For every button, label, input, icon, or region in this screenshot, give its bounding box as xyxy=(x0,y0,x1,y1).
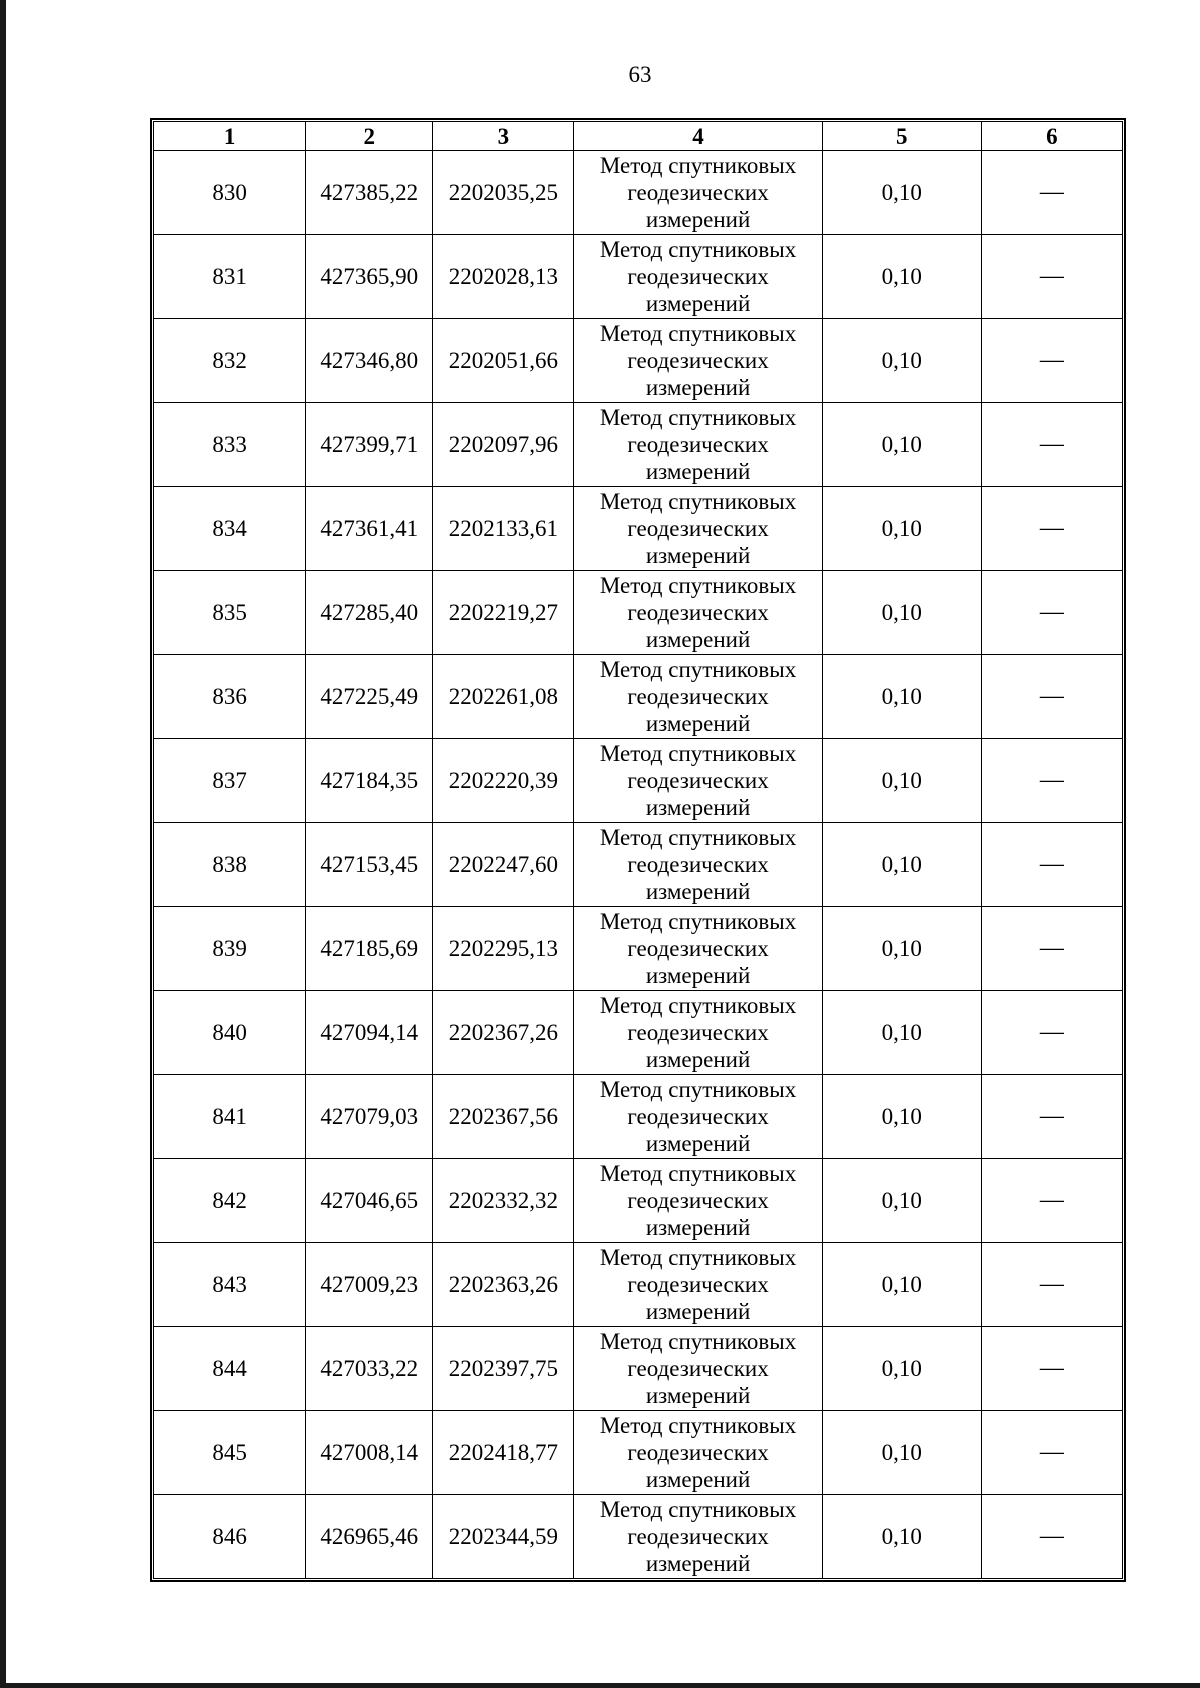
y-coordinate-cell: 2202295,13 xyxy=(433,907,574,991)
x-coordinate-cell: 427094,14 xyxy=(306,991,433,1075)
method-cell: Метод спутниковых геодезических измерений xyxy=(574,235,822,319)
note-cell: — xyxy=(981,235,1122,319)
table-row xyxy=(154,1243,1123,1327)
point-number-cell: 846 xyxy=(154,1495,306,1579)
note-cell: — xyxy=(981,1495,1122,1579)
table-row xyxy=(154,1159,1123,1243)
point-number-cell: 841 xyxy=(154,1075,306,1159)
note-cell: — xyxy=(981,739,1122,823)
table-row xyxy=(154,655,1123,739)
method-cell: Метод спутниковых геодезических измерений xyxy=(574,403,822,487)
x-coordinate-cell: 427153,45 xyxy=(306,823,433,907)
method-cell: Метод спутниковых геодезических измерений xyxy=(574,1495,822,1579)
table-row xyxy=(154,907,1123,991)
method-cell: Метод спутниковых геодезических измерений xyxy=(574,1159,822,1243)
method-cell: Метод спутниковых геодезических измерений xyxy=(574,487,822,571)
y-coordinate-cell: 2202363,26 xyxy=(433,1243,574,1327)
table-row xyxy=(154,1075,1123,1159)
x-coordinate-cell: 427185,69 xyxy=(306,907,433,991)
point-number-cell: 844 xyxy=(154,1327,306,1411)
column-header-1: 1 xyxy=(154,122,306,151)
note-cell: — xyxy=(981,991,1122,1075)
table-header-row xyxy=(154,122,1123,151)
point-number-cell: 830 xyxy=(154,151,306,235)
coordinates-table-frame xyxy=(150,118,1126,1582)
table-row xyxy=(154,739,1123,823)
y-coordinate-cell: 2202344,59 xyxy=(433,1495,574,1579)
method-cell: Метод спутниковых геодезических измерений xyxy=(574,571,822,655)
table-row xyxy=(154,403,1123,487)
x-coordinate-cell: 427225,49 xyxy=(306,655,433,739)
point-number-cell: 840 xyxy=(154,991,306,1075)
point-number-cell: 834 xyxy=(154,487,306,571)
y-coordinate-cell: 2202035,25 xyxy=(433,151,574,235)
y-coordinate-cell: 2202418,77 xyxy=(433,1411,574,1495)
table-row xyxy=(154,571,1123,655)
accuracy-cell: 0,10 xyxy=(822,487,981,571)
x-coordinate-cell: 427399,71 xyxy=(306,403,433,487)
x-coordinate-cell: 427285,40 xyxy=(306,571,433,655)
note-cell: — xyxy=(981,319,1122,403)
y-coordinate-cell: 2202028,13 xyxy=(433,235,574,319)
scan-edge-bottom xyxy=(0,1683,1200,1688)
accuracy-cell: 0,10 xyxy=(822,991,981,1075)
method-cell: Метод спутниковых геодезических измерений xyxy=(574,655,822,739)
column-header-2: 2 xyxy=(306,122,433,151)
y-coordinate-cell: 2202247,60 xyxy=(433,823,574,907)
y-coordinate-cell: 2202332,32 xyxy=(433,1159,574,1243)
page-number: 63 xyxy=(628,62,652,87)
column-header-6: 6 xyxy=(981,122,1122,151)
method-cell: Метод спутниковых геодезических измерений xyxy=(574,1411,822,1495)
method-cell: Метод спутниковых геодезических измерений xyxy=(574,1075,822,1159)
point-number-cell: 843 xyxy=(154,1243,306,1327)
y-coordinate-cell: 2202051,66 xyxy=(433,319,574,403)
accuracy-cell: 0,10 xyxy=(822,655,981,739)
accuracy-cell: 0,10 xyxy=(822,235,981,319)
accuracy-cell: 0,10 xyxy=(822,1327,981,1411)
point-number-cell: 839 xyxy=(154,907,306,991)
coordinates-table xyxy=(153,121,1123,1579)
accuracy-cell: 0,10 xyxy=(822,1243,981,1327)
accuracy-cell: 0,10 xyxy=(822,1075,981,1159)
table-body xyxy=(154,151,1123,1579)
accuracy-cell: 0,10 xyxy=(822,1495,981,1579)
x-coordinate-cell: 427365,90 xyxy=(306,235,433,319)
accuracy-cell: 0,10 xyxy=(822,571,981,655)
accuracy-cell: 0,10 xyxy=(822,739,981,823)
table-row xyxy=(154,1327,1123,1411)
note-cell: — xyxy=(981,1327,1122,1411)
note-cell: — xyxy=(981,655,1122,739)
x-coordinate-cell: 427008,14 xyxy=(306,1411,433,1495)
point-number-cell: 831 xyxy=(154,235,306,319)
table-row xyxy=(154,487,1123,571)
table-row xyxy=(154,151,1123,235)
method-cell: Метод спутниковых геодезических измерений xyxy=(574,739,822,823)
column-header-4: 4 xyxy=(574,122,822,151)
x-coordinate-cell: 427346,80 xyxy=(306,319,433,403)
x-coordinate-cell: 426965,46 xyxy=(306,1495,433,1579)
point-number-cell: 832 xyxy=(154,319,306,403)
x-coordinate-cell: 427385,22 xyxy=(306,151,433,235)
table-row xyxy=(154,823,1123,907)
x-coordinate-cell: 427361,41 xyxy=(306,487,433,571)
note-cell: — xyxy=(981,571,1122,655)
x-coordinate-cell: 427033,22 xyxy=(306,1327,433,1411)
note-cell: — xyxy=(981,1075,1122,1159)
table-row xyxy=(154,319,1123,403)
note-cell: — xyxy=(981,403,1122,487)
y-coordinate-cell: 2202261,08 xyxy=(433,655,574,739)
x-coordinate-cell: 427079,03 xyxy=(306,1075,433,1159)
note-cell: — xyxy=(981,1243,1122,1327)
y-coordinate-cell: 2202133,61 xyxy=(433,487,574,571)
point-number-cell: 845 xyxy=(154,1411,306,1495)
method-cell: Метод спутниковых геодезических измерений xyxy=(574,1243,822,1327)
accuracy-cell: 0,10 xyxy=(822,319,981,403)
x-coordinate-cell: 427046,65 xyxy=(306,1159,433,1243)
point-number-cell: 836 xyxy=(154,655,306,739)
table-row xyxy=(154,991,1123,1075)
point-number-cell: 835 xyxy=(154,571,306,655)
point-number-cell: 837 xyxy=(154,739,306,823)
method-cell: Метод спутниковых геодезических измерений xyxy=(574,907,822,991)
accuracy-cell: 0,10 xyxy=(822,151,981,235)
point-number-cell: 838 xyxy=(154,823,306,907)
point-number-cell: 842 xyxy=(154,1159,306,1243)
method-cell: Метод спутниковых геодезических измерений xyxy=(574,319,822,403)
method-cell: Метод спутниковых геодезических измерений xyxy=(574,151,822,235)
y-coordinate-cell: 2202367,26 xyxy=(433,991,574,1075)
accuracy-cell: 0,10 xyxy=(822,823,981,907)
column-header-5: 5 xyxy=(822,122,981,151)
point-number-cell: 833 xyxy=(154,403,306,487)
y-coordinate-cell: 2202397,75 xyxy=(433,1327,574,1411)
x-coordinate-cell: 427184,35 xyxy=(306,739,433,823)
method-cell: Метод спутниковых геодезических измерений xyxy=(574,991,822,1075)
table-row xyxy=(154,1495,1123,1579)
note-cell: — xyxy=(981,1159,1122,1243)
scan-edge-left xyxy=(0,0,6,1688)
note-cell: — xyxy=(981,151,1122,235)
table-row xyxy=(154,235,1123,319)
note-cell: — xyxy=(981,823,1122,907)
x-coordinate-cell: 427009,23 xyxy=(306,1243,433,1327)
accuracy-cell: 0,10 xyxy=(822,1159,981,1243)
accuracy-cell: 0,10 xyxy=(822,907,981,991)
note-cell: — xyxy=(981,487,1122,571)
y-coordinate-cell: 2202367,56 xyxy=(433,1075,574,1159)
y-coordinate-cell: 2202220,39 xyxy=(433,739,574,823)
table-row xyxy=(154,1411,1123,1495)
column-header-3: 3 xyxy=(433,122,574,151)
method-cell: Метод спутниковых геодезических измерений xyxy=(574,1327,822,1411)
accuracy-cell: 0,10 xyxy=(822,1411,981,1495)
note-cell: — xyxy=(981,907,1122,991)
method-cell: Метод спутниковых геодезических измерений xyxy=(574,823,822,907)
note-cell: — xyxy=(981,1411,1122,1495)
y-coordinate-cell: 2202219,27 xyxy=(433,571,574,655)
y-coordinate-cell: 2202097,96 xyxy=(433,403,574,487)
accuracy-cell: 0,10 xyxy=(822,403,981,487)
